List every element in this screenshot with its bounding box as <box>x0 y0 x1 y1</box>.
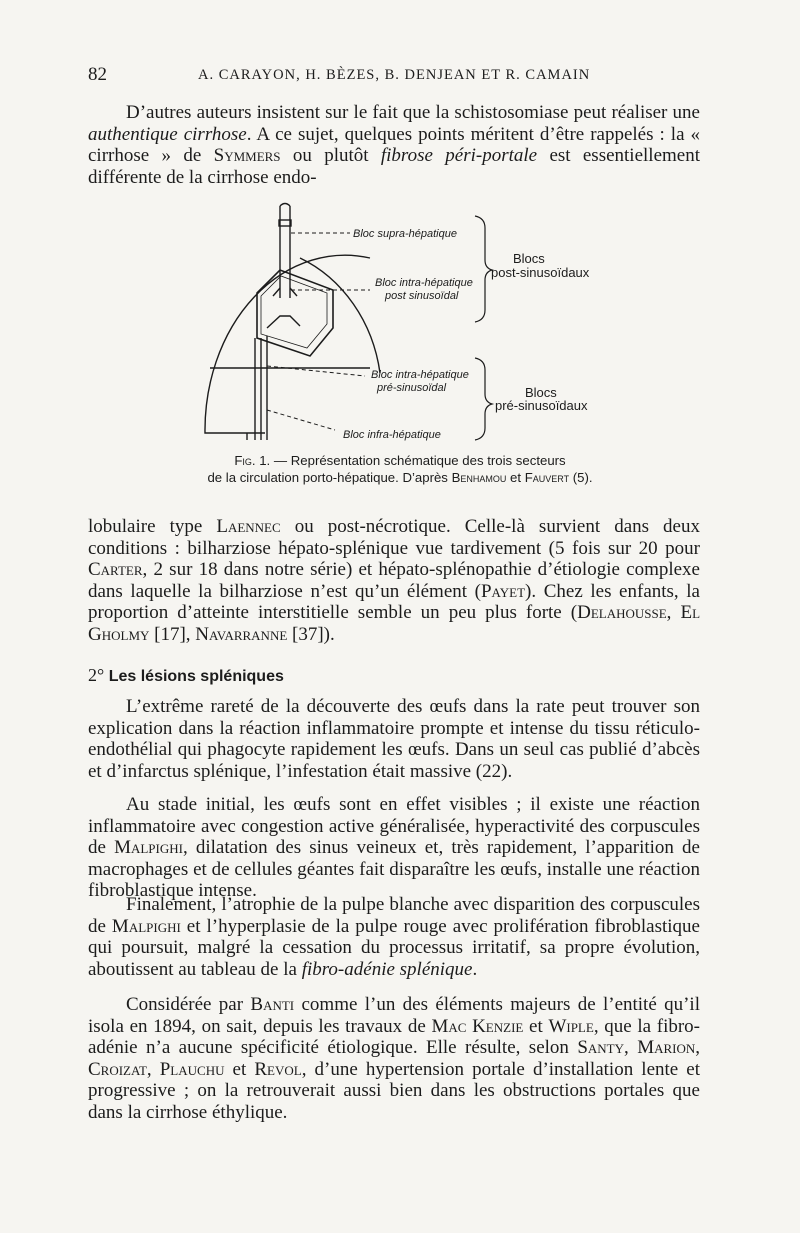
section-number: 2° <box>88 665 109 685</box>
label-bloc-supra: Bloc supra-hépatique <box>353 228 457 240</box>
label-blocs-pre-2: pré-sinusoïdaux <box>495 398 588 413</box>
liver-outline-right <box>300 258 380 373</box>
liver-outline-left <box>205 255 370 433</box>
figure-caption: Fig. 1. — Représentation schématique des trois secteurs de la circulation porto-hépatique. D’après Benhamou et Fauvert (5). <box>207 453 593 485</box>
section-title-text: Les lésions spléniques <box>108 668 284 685</box>
paragraph-finalement: Finalement, l’atrophie de la pulpe blanche avec disparition des corpuscules de Malpighi et l’hyperplasie de la pulpe rouge avec prolifération fibroblastique qui poursuit, malgré la cessation du processus irritatif, sa propre évolution, aboutissent au tableau de la fibro-adénie splénique. <box>88 894 700 980</box>
label-bloc-intra-pre-2: pré-sinusoïdal <box>377 382 447 394</box>
label-bloc-intra-post-2: post sinusoïdal <box>385 290 459 302</box>
portal-vein-tube <box>255 336 267 440</box>
emphasis-authentique-cirrhose: authentique cirrhose <box>88 123 247 145</box>
figure-number: Fig. 1. <box>234 453 271 468</box>
paragraph-stade-initial: Au stade initial, les œufs sont en effet visibles ; il existe une réaction inflammatoire avec congestion active généralisée, hyperactivité des corpuscules de Malpighi, dilatation des sinus veineux et, très rapidement, l’apparition de macrophages et de cellules géantes fait disparaître les œufs, installe une réaction fibroblastique intense. <box>88 794 700 902</box>
section-heading-lesions-spleniques <box>88 665 284 686</box>
paragraph-rarete-oeufs: L’extrême rareté de la découverte des œufs dans la rate peut trouver son explication dans la réaction inflammatoire prompte et intense du tissu réticulo-endothélial qui phagocyte rapidement les œufs. Dans un seul cas publié d’abcès et d’infarctus splénique, l’infestation était massive (22). <box>88 696 700 782</box>
figure-porto-hepatic-diagram <box>195 198 615 448</box>
author-name: Symmers <box>213 145 281 167</box>
emphasis-fibro-adenie: fibro-adénie splénique <box>301 958 473 980</box>
label-bloc-intra-pre-1: Bloc intra-hépatique <box>371 369 469 381</box>
page-number: 82 <box>88 64 107 85</box>
label-bloc-infra: Bloc infra-hépatique <box>343 429 441 441</box>
brace-pre-sinusoidal <box>475 358 492 440</box>
running-header <box>88 64 703 88</box>
paragraph-cirrhose-continued: lobulaire type Laennec ou post-nécrotique. Celle-là survient dans deux conditions : bilharziose hépato-splénique vue tardivement (5 fois sur 20 pour Carter, 2 sur 18 dans notre série) et hépato-splénopathie d’étiologie complexe dans laquelle la bilharziose n’est qu’un élément (Payet). Chez les enfants, la proportion d’atteinte interstitielle semble un peu plus forte (Delahousse, El Gholmy [17], Navarranne [37]). <box>88 516 701 645</box>
diagram-svg <box>195 198 615 448</box>
emphasis-fibrose-peri-portale: fibrose péri-portale <box>380 145 538 167</box>
label-blocs-post-2: post-sinusoïdaux <box>491 265 590 280</box>
paragraph-cirrhose-intro: D’autres auteurs insistent sur le fait que la schistosomiase peut réaliser une authentique cirrhose. A ce sujet, quelques points méritent d’être rappelés : la « cirrhose » de Symmers ou plutôt fibrose péri-portale est essentiellement différente de la cirrhose endo- <box>88 102 701 188</box>
label-blocs-pre-1: Blocs <box>525 385 557 400</box>
brace-post-sinusoidal <box>475 216 492 322</box>
running-head-authors: A. CARAYON, H. BÈZES, B. DENJEAN ET R. CAMAIN <box>198 67 591 83</box>
label-bloc-intra-post-1: Bloc intra-hépatique <box>375 277 473 289</box>
paragraph-banti: Considérée par Banti comme l’un des éléments majeurs de l’entité qu’il isola en 1894, on sait, depuis les travaux de Mac Kenzie et Wiple, que la fibro-adénie n’a aucune spécificité étiologique. Elle résulte, selon Santy, Marion, Croizat, Plauchu et Revol, d’une hypertension portale d’installation lente et progressive ; on la retrouverait aussi bien dans les obstructions portales que dans la cirrhose éthylique. <box>88 994 701 1123</box>
label-blocs-post-1: Blocs <box>513 251 545 266</box>
